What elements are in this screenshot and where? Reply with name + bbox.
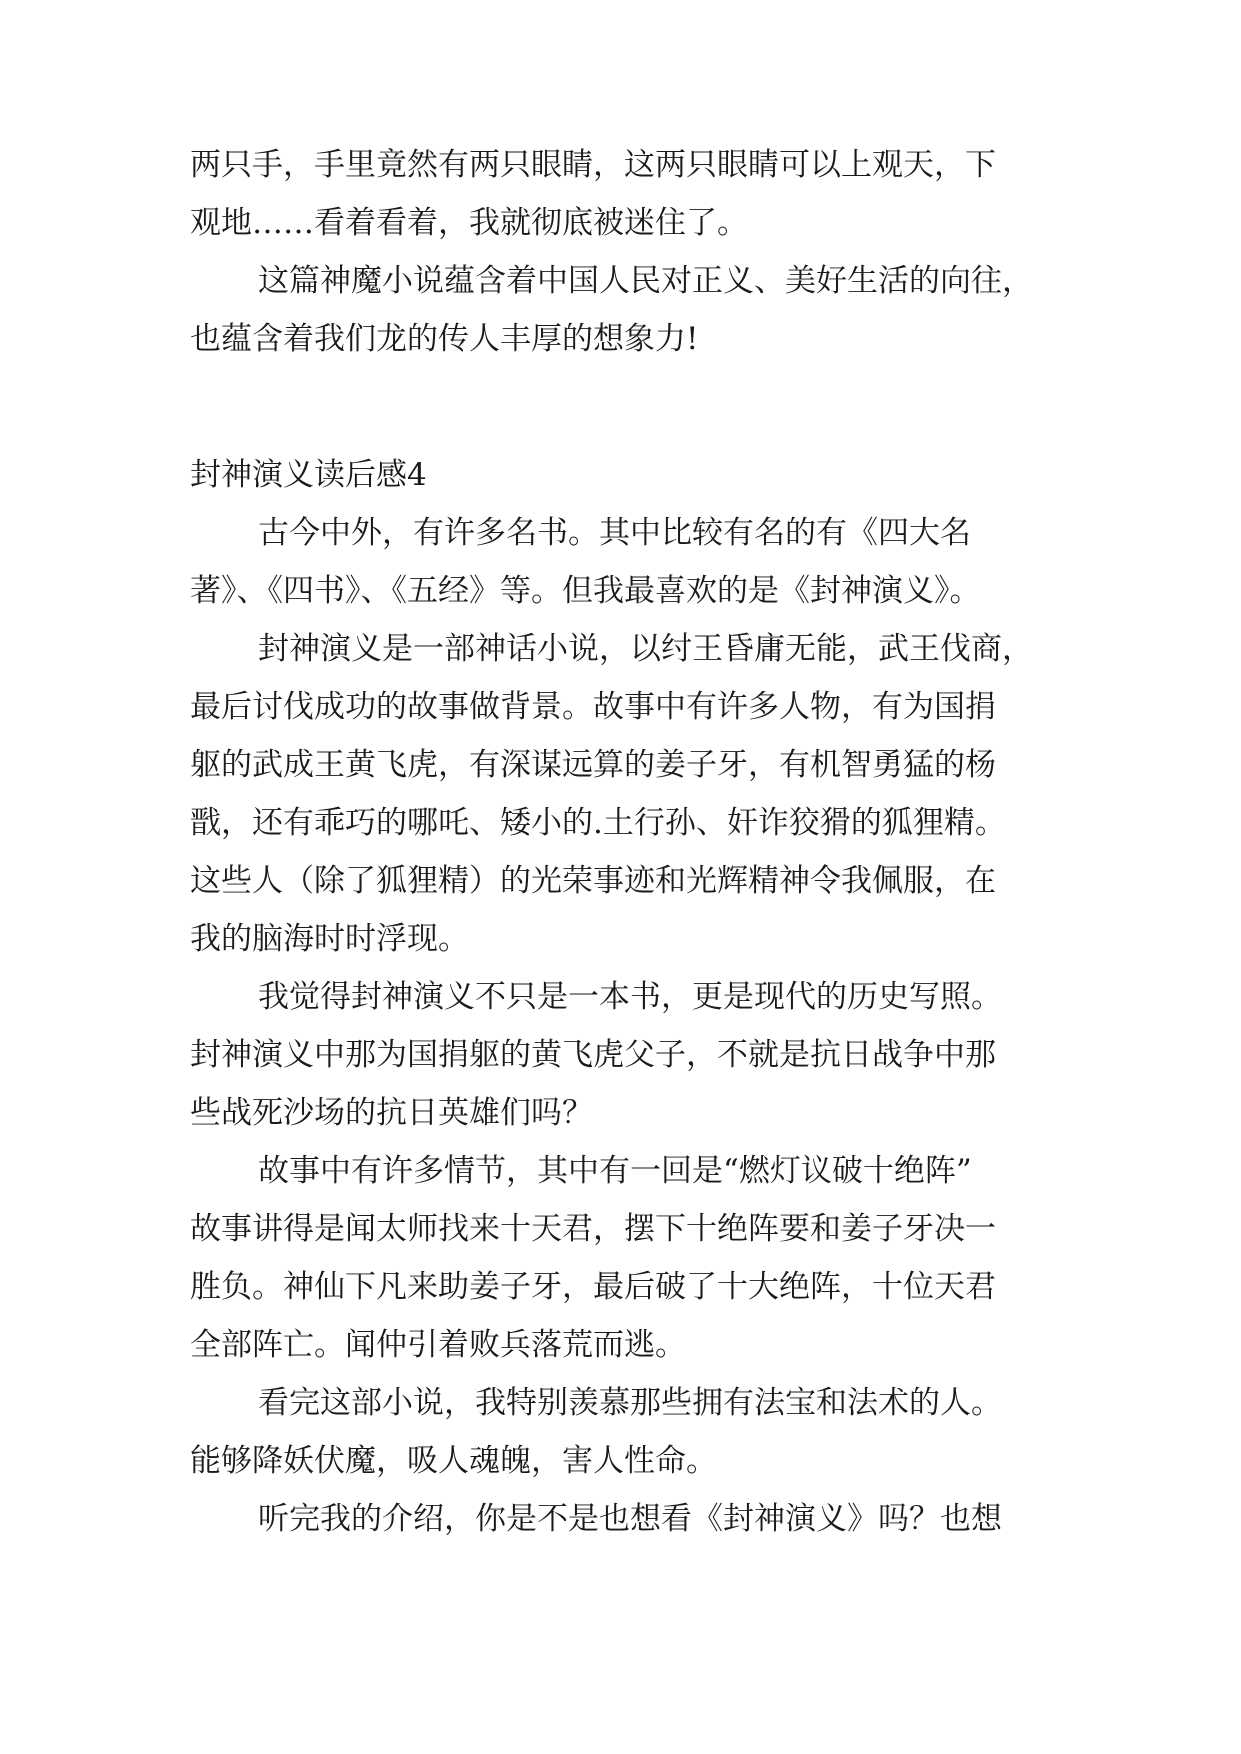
- text-line: 这些人（除了狐狸精）的光荣事迹和光辉精神令我佩服，在: [190, 863, 996, 899]
- text-line: 封神演义中那为国捐躯的黄飞虎父子，不就是抗日战争中那: [190, 1037, 996, 1073]
- text-line: 能够降妖伏魔，吸人魂魄，害人性命。: [190, 1443, 717, 1479]
- text-line: 两只手，手里竟然有两只眼睛，这两只眼睛可以上观天，下: [190, 147, 996, 183]
- section-heading-block: [190, 446, 1070, 504]
- section-title: 封神演义读后感4: [190, 457, 427, 493]
- text-line: 我觉得封神演义不只是一本书，更是现代的历史写照。: [258, 979, 1002, 1015]
- text-line: 古今中外，有许多名书。其中比较有名的有《四大名: [258, 515, 971, 551]
- text-line: 全部阵亡。闻仲引着败兵落荒而逃。: [190, 1327, 686, 1363]
- intro-paragraphs: [190, 136, 1070, 368]
- text-line: 戬，还有乖巧的哪吒、矮小的.土行孙、奸诈狡猾的狐狸精。: [190, 805, 1006, 841]
- text-line: 著》、《四书》、《五经》等。但我最喜欢的是《封神演义》。: [190, 573, 981, 609]
- text-line: 故事讲得是闻太师找来十天君，摆下十绝阵要和姜子牙决一: [190, 1211, 996, 1247]
- text-line: 这篇神魔小说蕴含着中国人民对正义、美好生活的向往，: [258, 263, 1033, 299]
- text-line: 观地……看着看着，我就彻底被迷住了。: [190, 205, 748, 241]
- text-line: 听完我的介绍，你是不是也想看《封神演义》吗？也想: [258, 1501, 1002, 1537]
- text-line: 故事中有许多情节，其中有一回是“燃灯议破十绝阵”: [258, 1153, 972, 1189]
- body-paragraphs: [190, 504, 1070, 1548]
- text-line: 看完这部小说，我特别羡慕那些拥有法宝和法术的人。: [258, 1385, 1002, 1421]
- text-line: 最后讨伐成功的故事做背景。故事中有许多人物，有为国捐: [190, 689, 996, 725]
- text-line: 我的脑海时时浮现。: [190, 921, 469, 957]
- text-line: 躯的武成王黄飞虎，有深谋远算的姜子牙，有机智勇猛的杨: [190, 747, 996, 783]
- text-line: 胜负。神仙下凡来助姜子牙，最后破了十大绝阵，十位天君: [190, 1269, 996, 1305]
- text-line: 也蕴含着我们龙的传人丰厚的想象力!: [190, 321, 699, 357]
- text-line: 些战死沙场的抗日英雄们吗？: [190, 1095, 593, 1131]
- text-line: 封神演义是一部神话小说，以纣王昏庸无能，武王伐商，: [258, 631, 1033, 667]
